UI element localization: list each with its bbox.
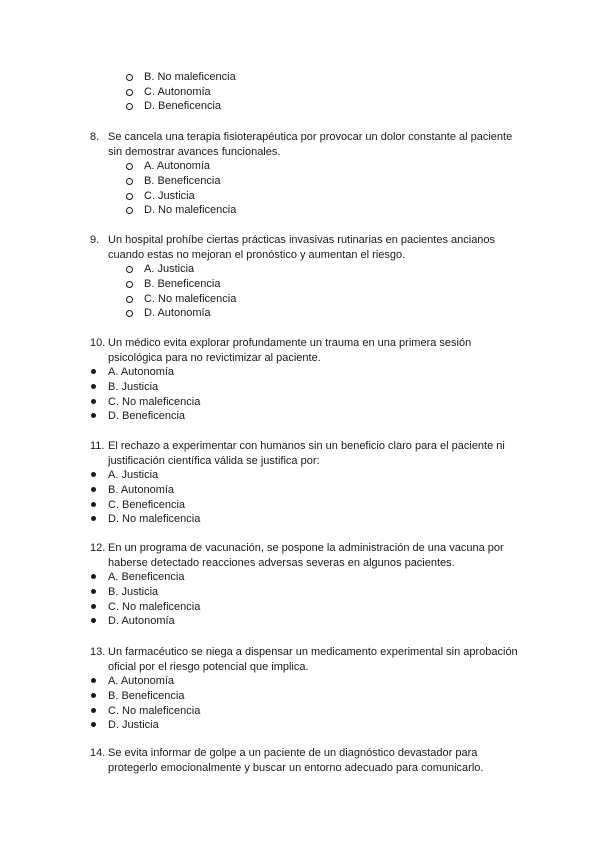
bullet-icon — [91, 708, 96, 713]
question-8 — [0, 130, 600, 218]
option-label: A. Autonomía — [144, 160, 211, 173]
question-text: Un médico evita explorar profundamente un trauma en una primera sesión — [108, 337, 472, 349]
question-number: 12. — [90, 542, 106, 554]
question-14 — [0, 746, 600, 775]
bullet-icon — [91, 604, 96, 609]
option-item — [0, 85, 600, 100]
hollow-bullet-icon — [126, 163, 133, 170]
option-item — [0, 174, 600, 189]
bullet-icon — [91, 693, 96, 698]
option-label: B. Justicia — [108, 586, 159, 599]
question-text: Un farmacéutico se niega a dispensar un medicamento experimental sin aprobación — [108, 646, 518, 658]
option-item — [0, 585, 600, 600]
hollow-bullet-icon — [126, 178, 133, 185]
option-item — [0, 395, 600, 410]
option-label: C. No maleficencia — [108, 600, 201, 613]
option-label: B. Beneficencia — [144, 278, 221, 291]
question-text: cuando estas no mejoran el pronóstico y aumentan el riesgo. — [108, 248, 406, 261]
option-item — [0, 159, 600, 174]
option-label: D. No maleficencia — [144, 204, 237, 217]
bullet-icon — [91, 502, 96, 507]
question-text: justificación científica válida se justifica por: — [108, 454, 320, 467]
hollow-bullet-icon — [126, 89, 133, 96]
bullet-icon — [91, 574, 96, 579]
question-text: sin demostrar avances funcionales. — [108, 145, 281, 158]
bullet-icon — [91, 589, 96, 594]
bullet-icon — [91, 618, 96, 623]
option-label: D. No maleficencia — [108, 513, 201, 526]
option-item — [0, 365, 600, 380]
question-text: oficial por el riesgo potencial que implica. — [108, 660, 309, 673]
question-number: 9. — [90, 234, 100, 246]
hollow-bullet-icon — [126, 74, 133, 81]
option-item — [0, 189, 600, 204]
option-label: B. Justicia — [108, 381, 159, 394]
hollow-bullet-icon — [126, 310, 133, 317]
option-item — [0, 203, 600, 218]
option-label: C. No maleficencia — [108, 704, 201, 717]
option-label: A. Justicia — [144, 263, 195, 276]
option-label: A. Beneficencia — [108, 571, 185, 584]
bullet-icon — [91, 722, 96, 727]
question-9 — [0, 233, 600, 321]
option-label: C. No maleficencia — [144, 292, 237, 305]
option-label: C. Autonomía — [144, 85, 211, 98]
option-label: A. Autonomía — [108, 366, 175, 379]
option-item — [0, 292, 600, 307]
option-item — [0, 380, 600, 395]
option-item — [0, 498, 600, 513]
bullet-icon — [91, 487, 96, 492]
question-text: haberse detectado reacciones adversas severas en algunos pacientes. — [108, 556, 455, 569]
option-item — [0, 306, 600, 321]
bullet-icon — [91, 384, 96, 389]
option-label: C. No maleficencia — [108, 395, 201, 408]
question-7-options — [0, 70, 600, 114]
option-item — [0, 704, 600, 719]
question-text: En un programa de vacunación, se pospone la administración de una vacuna por — [108, 542, 504, 554]
option-item — [0, 674, 600, 689]
hollow-bullet-icon — [126, 103, 133, 110]
question-number: 8. — [90, 131, 100, 143]
hollow-bullet-icon — [126, 193, 133, 200]
bullet-icon — [91, 472, 96, 477]
option-label: A. Autonomía — [108, 675, 175, 688]
option-label: B. Beneficencia — [144, 175, 221, 188]
question-number: 10. — [90, 337, 106, 349]
bullet-icon — [91, 413, 96, 418]
option-item — [0, 70, 600, 85]
option-item — [0, 483, 600, 498]
question-text: protegerlo emocionalmente y buscar un entorno adecuado para comunicarlo. — [108, 761, 484, 774]
bullet-icon — [91, 369, 96, 374]
bullet-icon — [91, 678, 96, 683]
option-item — [0, 512, 600, 527]
question-11 — [0, 439, 600, 527]
question-number: 11. — [90, 440, 105, 452]
question-number: 14. — [90, 747, 106, 759]
option-label: D. Autonomía — [144, 307, 211, 320]
option-label: C. Justicia — [144, 189, 195, 202]
question-13 — [0, 645, 600, 733]
option-item — [0, 277, 600, 292]
option-label: B. Autonomía — [108, 484, 175, 497]
question-10 — [0, 336, 600, 424]
question-number: 13. — [90, 646, 106, 658]
bullet-icon — [91, 399, 96, 404]
option-item — [0, 614, 600, 629]
option-item — [0, 409, 600, 424]
option-label: A. Justicia — [108, 469, 159, 482]
option-item — [0, 689, 600, 704]
option-item — [0, 262, 600, 277]
hollow-bullet-icon — [126, 296, 133, 303]
option-item — [0, 600, 600, 615]
option-label: C. Beneficencia — [108, 498, 186, 511]
question-text: Se cancela una terapia fisioterapéutica por provocar un dolor constante al paciente — [108, 131, 513, 143]
option-label: D. Justicia — [108, 719, 159, 732]
option-label: B. Beneficencia — [108, 690, 185, 703]
hollow-bullet-icon — [126, 207, 133, 214]
option-item — [0, 570, 600, 585]
question-text: Se evita informar de golpe a un paciente de un diagnóstico devastador para — [108, 747, 478, 759]
question-text: psicológica para no revictimizar al paciente. — [108, 351, 321, 364]
bullet-icon — [91, 516, 96, 521]
option-item — [0, 468, 600, 483]
option-item — [0, 99, 600, 114]
option-item — [0, 718, 600, 733]
option-label: B. No maleficencia — [144, 71, 236, 83]
question-12 — [0, 541, 600, 629]
option-label: D. Beneficencia — [144, 100, 222, 113]
question-text: Un hospital prohíbe ciertas prácticas invasivas rutinarias en pacientes ancianos — [108, 234, 496, 246]
hollow-bullet-icon — [126, 281, 133, 288]
option-label: D. Beneficencia — [108, 410, 186, 423]
hollow-bullet-icon — [126, 266, 133, 273]
question-text: El rechazo a experimentar con humanos sin un beneficio claro para el paciente ni — [108, 440, 505, 452]
option-label: D. Autonomía — [108, 615, 175, 628]
